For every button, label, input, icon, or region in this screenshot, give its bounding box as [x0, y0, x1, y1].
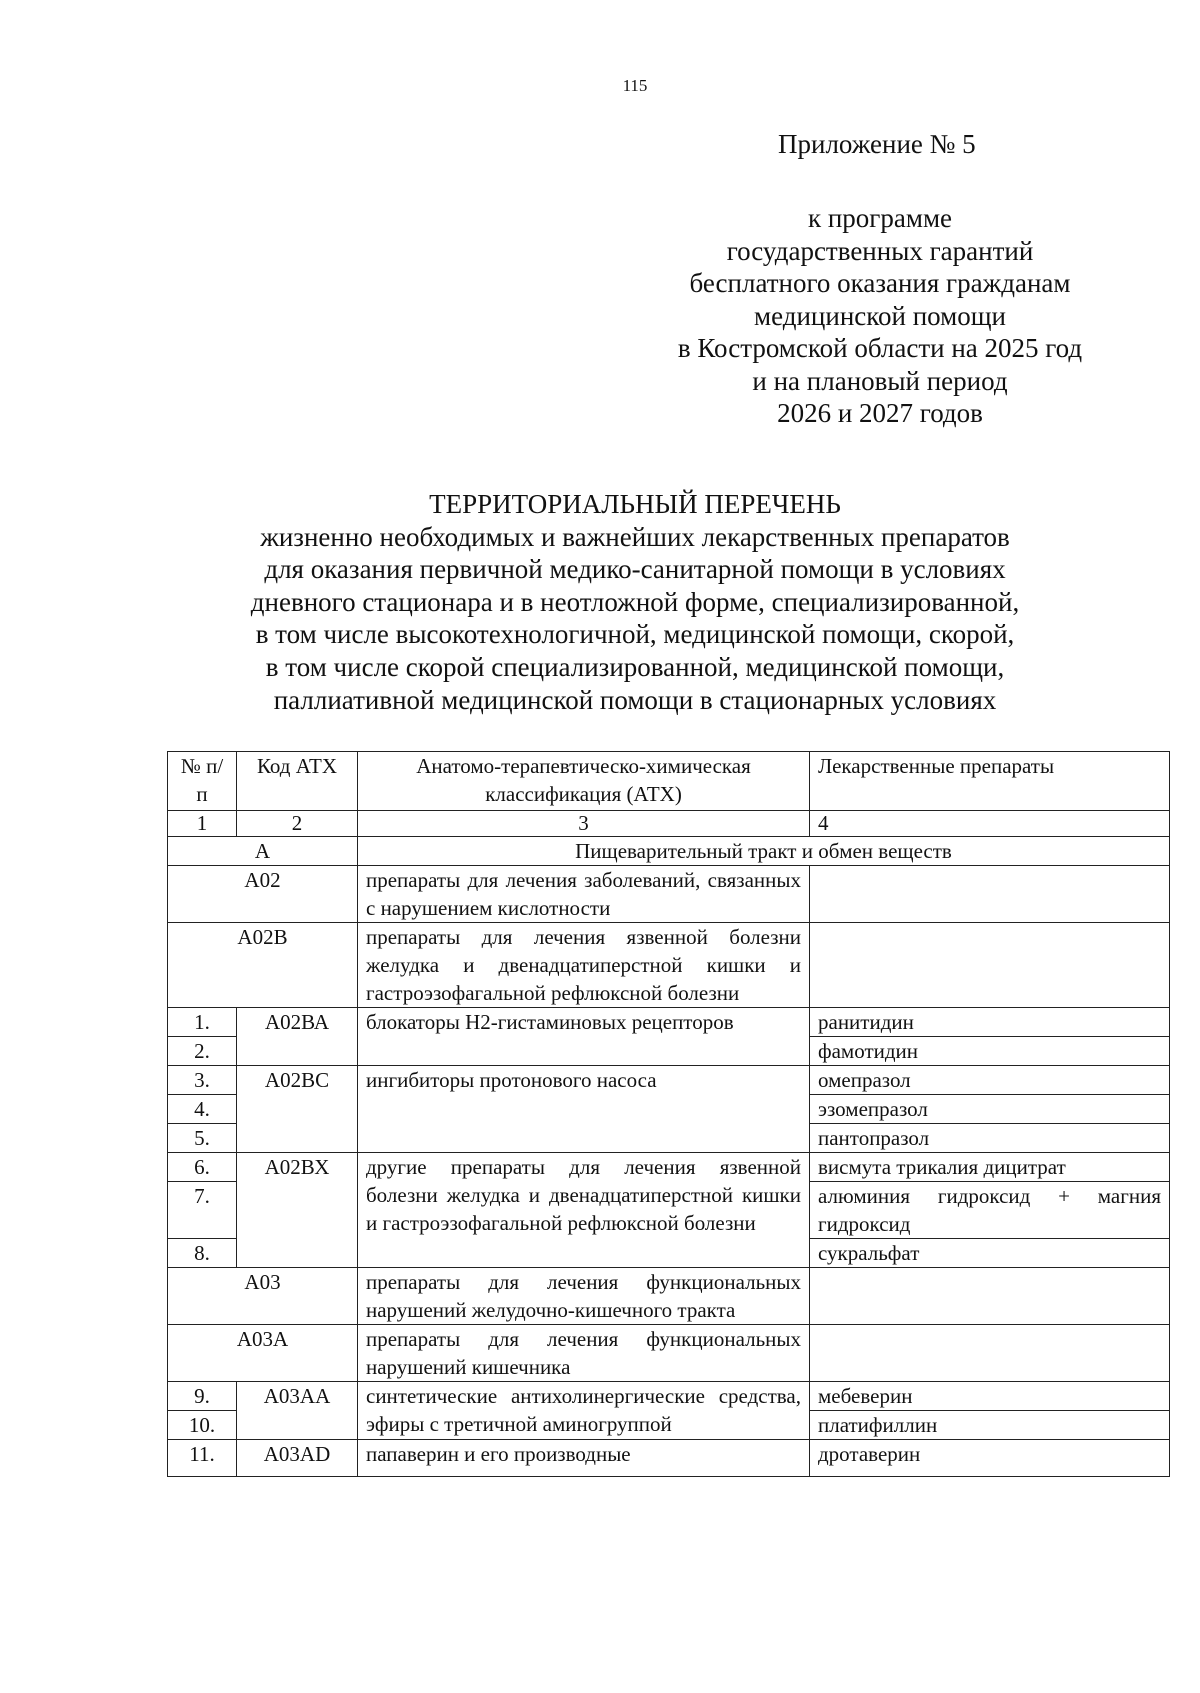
group-code: А02В — [168, 923, 358, 1008]
column-number: 4 — [810, 811, 1170, 837]
group-code: А02 — [168, 866, 358, 923]
section-row — [168, 837, 1170, 866]
row-number: 6. — [168, 1153, 237, 1182]
atc-code: А03АА — [237, 1382, 358, 1440]
drug-name: мебеверин — [810, 1382, 1170, 1411]
document-subtitle-line: для оказания первичной медико-санитарной помощи в условиях — [264, 554, 1006, 585]
row-number: 1. — [168, 1008, 237, 1037]
page-number: 115 — [622, 76, 648, 95]
table-row — [168, 1008, 1170, 1037]
appendix-title: Приложение № 5 — [778, 129, 976, 159]
row-number: 10. — [168, 1411, 237, 1440]
appendix-subtitle-line: и на плановый период — [752, 365, 1008, 396]
column-number: 3 — [358, 811, 810, 837]
table-row — [168, 1066, 1170, 1095]
header-code: Код АТХ — [237, 752, 358, 811]
group-name: препараты для лечения функциональных нарушений кишечника — [358, 1325, 810, 1382]
drug-name: платифиллин — [810, 1411, 1170, 1440]
table-row — [168, 1153, 1170, 1182]
table-header-row — [168, 752, 1170, 811]
appendix-subtitle-line: 2026 и 2027 годов — [777, 398, 983, 428]
atc-classification: ингибиторы протонового насоса — [358, 1066, 810, 1153]
drug-name: ранитидин — [810, 1008, 1170, 1037]
column-number: 1 — [168, 811, 237, 837]
document-subtitle-line: в том числе скорой специализированной, медицинской помощи, — [265, 651, 1005, 682]
appendix-subtitle-line: к программе — [807, 203, 953, 233]
row-number: 7. — [168, 1182, 237, 1239]
atc-code: А02ВС — [237, 1066, 358, 1153]
appendix-subtitle-line: в Костромской области на 2025 год — [677, 333, 1083, 363]
drug-name: фамотидин — [810, 1037, 1170, 1066]
drug-list-table — [167, 751, 1170, 1477]
group-name: препараты для лечения язвенной болезни желудка и двенадцатиперстной кишки и гастроэзофагальной рефлюксной болезни — [358, 923, 810, 1008]
appendix-subtitle-line: бесплатного оказания гражданам — [689, 268, 1071, 298]
column-number-row — [168, 811, 1170, 837]
row-number: 11. — [168, 1440, 237, 1477]
header-num: № п/п — [168, 752, 237, 811]
column-number: 2 — [237, 811, 358, 837]
row-number: 9. — [168, 1382, 237, 1411]
drug-name: омепразол — [810, 1066, 1170, 1095]
drug-cell-empty — [810, 1325, 1170, 1382]
document-subtitle-line: жизненно необходимых и важнейших лекарственных препаратов — [260, 521, 1010, 552]
drug-cell-empty — [810, 1268, 1170, 1325]
header-drugs: Лекарственные препараты — [810, 752, 1170, 811]
atc-classification: папаверин и его производные — [358, 1440, 810, 1477]
row-number: 3. — [168, 1066, 237, 1095]
drug-cell-empty — [810, 866, 1170, 923]
row-number: 5. — [168, 1124, 237, 1153]
drug-name: алюминия гидроксид + магния гидроксид — [810, 1182, 1170, 1239]
drug-name: эзомепразол — [810, 1095, 1170, 1124]
atc-code: А03AD — [237, 1440, 358, 1477]
atc-classification: другие препараты для лечения язвенной болезни желудка и двенадцатиперстной кишки и гастроэзофагальной рефлюксной болезни — [358, 1153, 810, 1268]
drug-name: висмута трикалия дицитрат — [810, 1153, 1170, 1182]
table-row — [168, 1382, 1170, 1411]
group-code: А03А — [168, 1325, 358, 1382]
drug-name: дротаверин — [810, 1440, 1170, 1477]
header-classification: Анатомо-терапевтическо-химическая классификация (АТХ) — [358, 752, 810, 811]
row-number: 8. — [168, 1239, 237, 1268]
group-name: препараты для лечения заболеваний, связанных с нарушением кислотности — [358, 866, 810, 923]
document-subtitle-line: в том числе высокотехнологичной, медицинской помощи, скорой, — [255, 619, 1015, 650]
drug-name: пантопразол — [810, 1124, 1170, 1153]
appendix-subtitle — [600, 202, 1160, 430]
document-subtitle-line: дневного стационара и в неотложной форме, специализированной, — [250, 586, 1020, 617]
atc-classification: блокаторы Н2-гистаминовых рецепторов — [358, 1008, 810, 1066]
document-title: ТЕРРИТОРИАЛЬНЫЙ ПЕРЕЧЕНЬ — [429, 489, 841, 519]
group-code: А03 — [168, 1268, 358, 1325]
group-row — [168, 866, 1170, 923]
group-row — [168, 1268, 1170, 1325]
document-subtitle-line: паллиативной медицинской помощи в стационарных условиях — [273, 684, 997, 715]
appendix-subtitle-line: медицинской помощи — [754, 300, 1006, 331]
row-number: 4. — [168, 1095, 237, 1124]
appendix-subtitle-line: государственных гарантий — [726, 235, 1034, 266]
table-row — [168, 1440, 1170, 1477]
drug-cell-empty — [810, 923, 1170, 1008]
group-row — [168, 1325, 1170, 1382]
drug-name: сукральфат — [810, 1239, 1170, 1268]
row-number: 2. — [168, 1037, 237, 1066]
atc-code: А02ВХ — [237, 1153, 358, 1268]
group-name: препараты для лечения функциональных нарушений желудочно-кишечного тракта — [358, 1268, 810, 1325]
atc-classification: синтетические антихолинергические средства, эфиры с третичной аминогруппой — [358, 1382, 810, 1440]
section-name: Пищеварительный тракт и обмен веществ — [358, 837, 1170, 866]
atc-code: А02ВА — [237, 1008, 358, 1066]
document-heading — [0, 488, 1200, 716]
section-code: А — [168, 837, 358, 866]
group-row — [168, 923, 1170, 1008]
